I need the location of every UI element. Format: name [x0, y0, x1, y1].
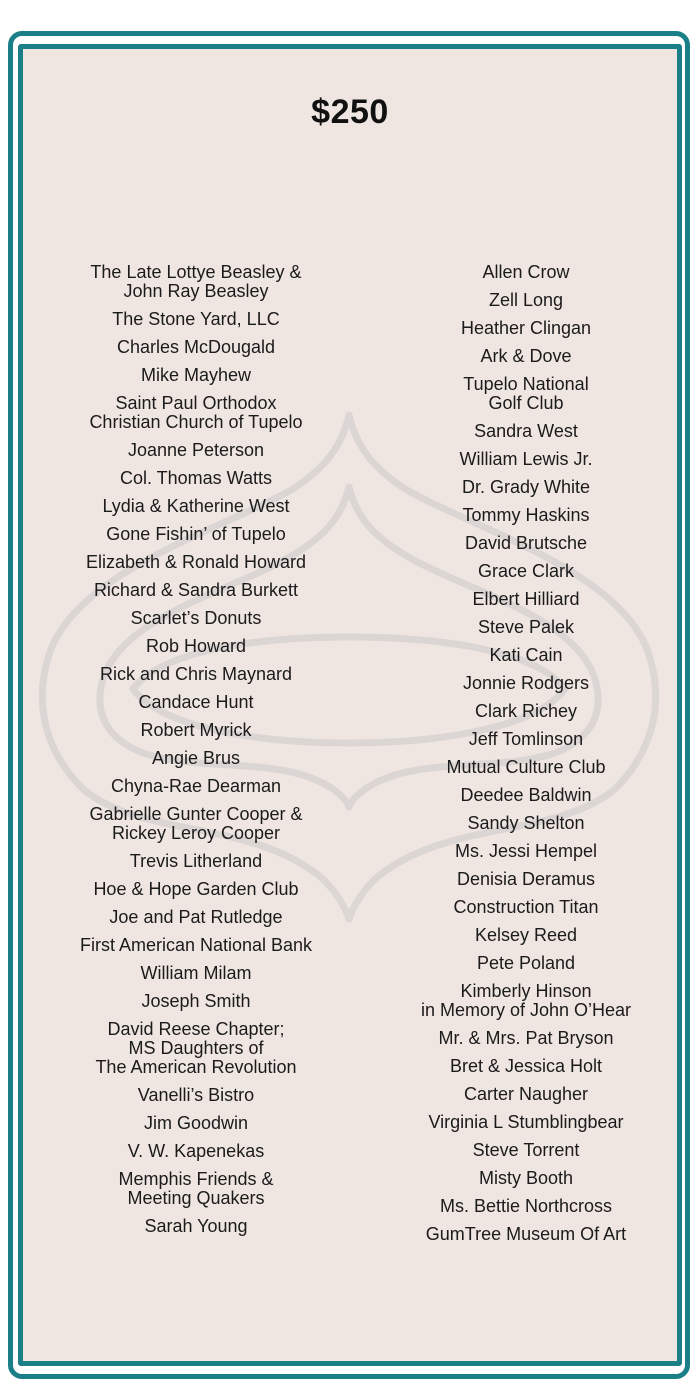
donor-name: Steve Torrent [472, 1140, 580, 1160]
donor-name: David Reese Chapter; MS Daughters of The American Revolution [95, 1019, 297, 1077]
donor-name: Bret & Jessica Holt [449, 1056, 603, 1076]
donor-name: Gone Fishin’ of Tupelo [106, 524, 286, 544]
donor-name: William Milam [140, 963, 252, 983]
donor-name: Rick and Chris Maynard [99, 664, 293, 684]
donor-name: Mutual Culture Club [446, 757, 606, 777]
donor-name: Joe and Pat Rutledge [109, 907, 283, 927]
donor-name: Sarah Young [144, 1216, 248, 1236]
donor-name: Vanelli’s Bistro [137, 1085, 255, 1105]
donor-name: Joanne Peterson [127, 440, 265, 460]
donor-name: Candace Hunt [138, 692, 254, 712]
donor-name: Sandra West [474, 421, 578, 441]
donor-name: Joseph Smith [141, 991, 251, 1011]
donor-name: V. W. Kapenekas [127, 1141, 265, 1161]
donor-name: Construction Titan [453, 897, 599, 917]
donor-name: Jim Goodwin [143, 1113, 249, 1133]
donor-name: Ms. Bettie Northcross [439, 1196, 613, 1216]
donor-name: Denisia Deramus [456, 869, 596, 889]
donor-name: The Stone Yard, LLC [112, 309, 280, 329]
donor-name: David Brutsche [464, 533, 588, 553]
donor-name: Steve Palek [477, 617, 575, 637]
donor-name: Richard & Sandra Burkett [93, 580, 299, 600]
donor-name: Misty Booth [478, 1168, 574, 1188]
donor-name: Heather Clingan [460, 318, 592, 338]
donor-name: Elbert Hilliard [472, 589, 580, 609]
donor-name: Sandy Shelton [467, 813, 585, 833]
donor-name: Jeff Tomlinson [468, 729, 584, 749]
donor-name: Ark & Dove [480, 346, 572, 366]
donor-name: Gabrielle Gunter Cooper & Rickey Leroy Cooper [89, 804, 303, 843]
donor-name: Hoe & Hope Garden Club [93, 879, 299, 899]
donor-name: Kati Cain [489, 645, 563, 665]
donor-name: Elizabeth & Ronald Howard [85, 552, 307, 572]
donor-name: Dr. Grady White [461, 477, 591, 497]
donor-name: Jonnie Rodgers [462, 673, 590, 693]
donor-name: William Lewis Jr. [459, 449, 593, 469]
donor-name: Col. Thomas Watts [119, 468, 273, 488]
donor-name: Chyna-Rae Dearman [110, 776, 282, 796]
donor-name: The Late Lottye Beasley & John Ray Beasley [90, 262, 302, 301]
donor-list-left [41, 263, 351, 1245]
donor-name: Lydia & Katherine West [102, 496, 290, 516]
donor-name: Scarlet’s Donuts [130, 608, 262, 628]
donor-name: First American National Bank [79, 935, 313, 955]
donor-name: Mr. & Mrs. Pat Bryson [438, 1028, 614, 1048]
donor-name: GumTree Museum Of Art [425, 1224, 627, 1244]
donor-name: Allen Crow [482, 262, 570, 282]
donor-list-right [371, 263, 681, 1253]
donor-name: Pete Poland [476, 953, 576, 973]
donor-name: Tupelo National Golf Club [463, 374, 589, 413]
donor-name: Ms. Jessi Hempel [454, 841, 598, 861]
donor-name: Charles McDougald [116, 337, 276, 357]
donor-name: Virginia L Stumblingbear [428, 1112, 624, 1132]
donor-name: Tommy Haskins [462, 505, 590, 525]
donor-name: Mike Mayhew [140, 365, 252, 385]
tier-title: $250 [311, 93, 389, 131]
donor-name: Kimberly Hinson in Memory of John O’Hear [420, 981, 632, 1020]
donor-name: Clark Richey [474, 701, 578, 721]
donor-name: Grace Clark [477, 561, 575, 581]
donor-name: Deedee Baldwin [460, 785, 592, 805]
donor-name: Saint Paul Orthodox Christian Church of Tupelo [89, 393, 303, 432]
donor-name: Angie Brus [151, 748, 241, 768]
donor-name: Rob Howard [145, 636, 247, 656]
donor-name: Carter Naugher [463, 1084, 589, 1104]
donor-name: Zell Long [488, 290, 564, 310]
donor-name: Trevis Litherland [129, 851, 263, 871]
donor-panel [18, 44, 682, 1366]
donor-name: Memphis Friends & Meeting Quakers [118, 1169, 274, 1208]
donor-name: Robert Myrick [140, 720, 252, 740]
donor-name: Kelsey Reed [474, 925, 578, 945]
